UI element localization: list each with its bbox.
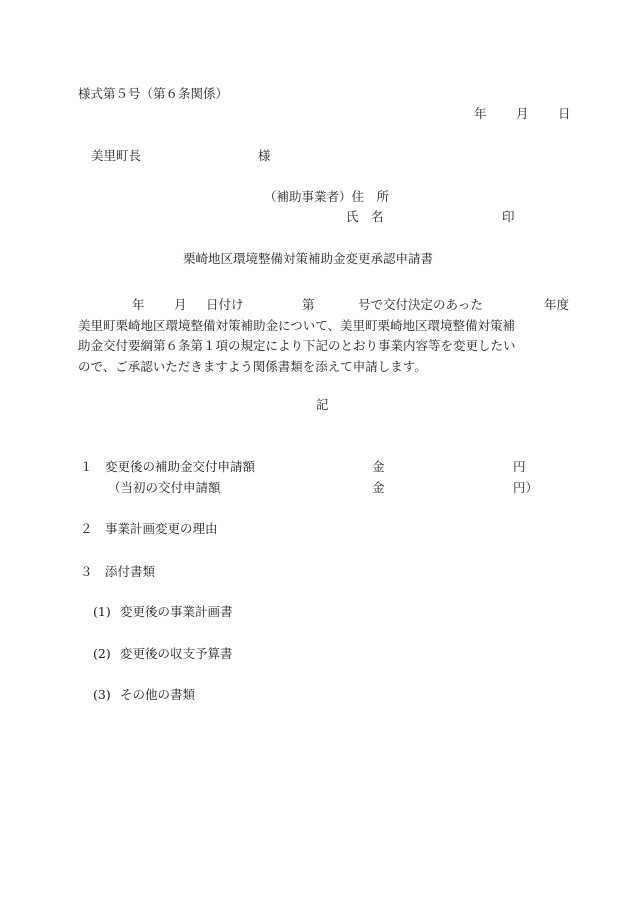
item-1-label: 変更後の補助金交付申請額 <box>105 459 256 474</box>
body-dai-label: 第 <box>302 297 315 312</box>
applicant-address-label: （補助事業者）住 所 <box>264 189 390 204</box>
body-line-4: ので、ご承認いただきますよう関係書類を添えて申請します。 <box>78 358 427 374</box>
item-1-kin: 金 <box>372 459 385 474</box>
ki-marker: 記 <box>316 397 329 412</box>
document-title: 栗崎地区環境整備対策補助金変更承認申請書 <box>183 251 434 266</box>
date-day-label: 日 <box>558 106 571 121</box>
attachment-1-number: (1) <box>93 604 111 619</box>
attachment-3-label: その他の書類 <box>120 687 196 702</box>
item-3-number: ３ <box>80 564 93 579</box>
applicant-name-label: 氏 名 <box>346 209 384 224</box>
attachment-2-label: 変更後の収支予算書 <box>120 646 233 661</box>
body-line-2: 美里町栗崎地区環境整備対策補助金について、美里町栗崎地区環境整備対策補 <box>78 317 516 333</box>
addressee-name: 美里町長 <box>91 148 142 163</box>
attachment-2-number: (2) <box>93 646 111 661</box>
body-paragraph <box>78 295 578 377</box>
body-month-label: 月 <box>174 297 187 312</box>
date-year-label: 年 <box>474 106 487 121</box>
body-number-text: 号で交付決定のあった <box>358 297 483 312</box>
attachment-1-label: 変更後の事業計画書 <box>120 604 233 619</box>
body-line-1 <box>78 295 578 316</box>
item-1-original-kin: 金 <box>372 480 385 495</box>
item-1-number: １ <box>80 459 93 474</box>
item-1-original-label: （当初の交付申請額 <box>108 480 221 495</box>
seal-mark: 印 <box>502 209 515 224</box>
addressee-honorific: 様 <box>258 148 271 163</box>
item-1-original-yen: 円） <box>513 480 539 495</box>
item-2-label: 事業計画変更の理由 <box>105 521 218 536</box>
item-2-number: ２ <box>80 521 93 536</box>
item-1-yen: 円 <box>513 459 526 474</box>
date-month-label: 月 <box>516 106 529 121</box>
body-fiscal-year-label: 年度 <box>544 297 570 312</box>
body-dated-label: 日付け <box>206 297 244 312</box>
body-line-3: 助金交付要綱第６条第１項の規定により下記のとおり事業内容等を変更したい <box>78 338 516 353</box>
item-3-label: 添付書類 <box>105 564 156 579</box>
form-number: 様式第５号（第６条関係） <box>78 86 229 101</box>
attachment-3-number: (3) <box>93 687 111 702</box>
body-year-label: 年 <box>132 297 145 312</box>
